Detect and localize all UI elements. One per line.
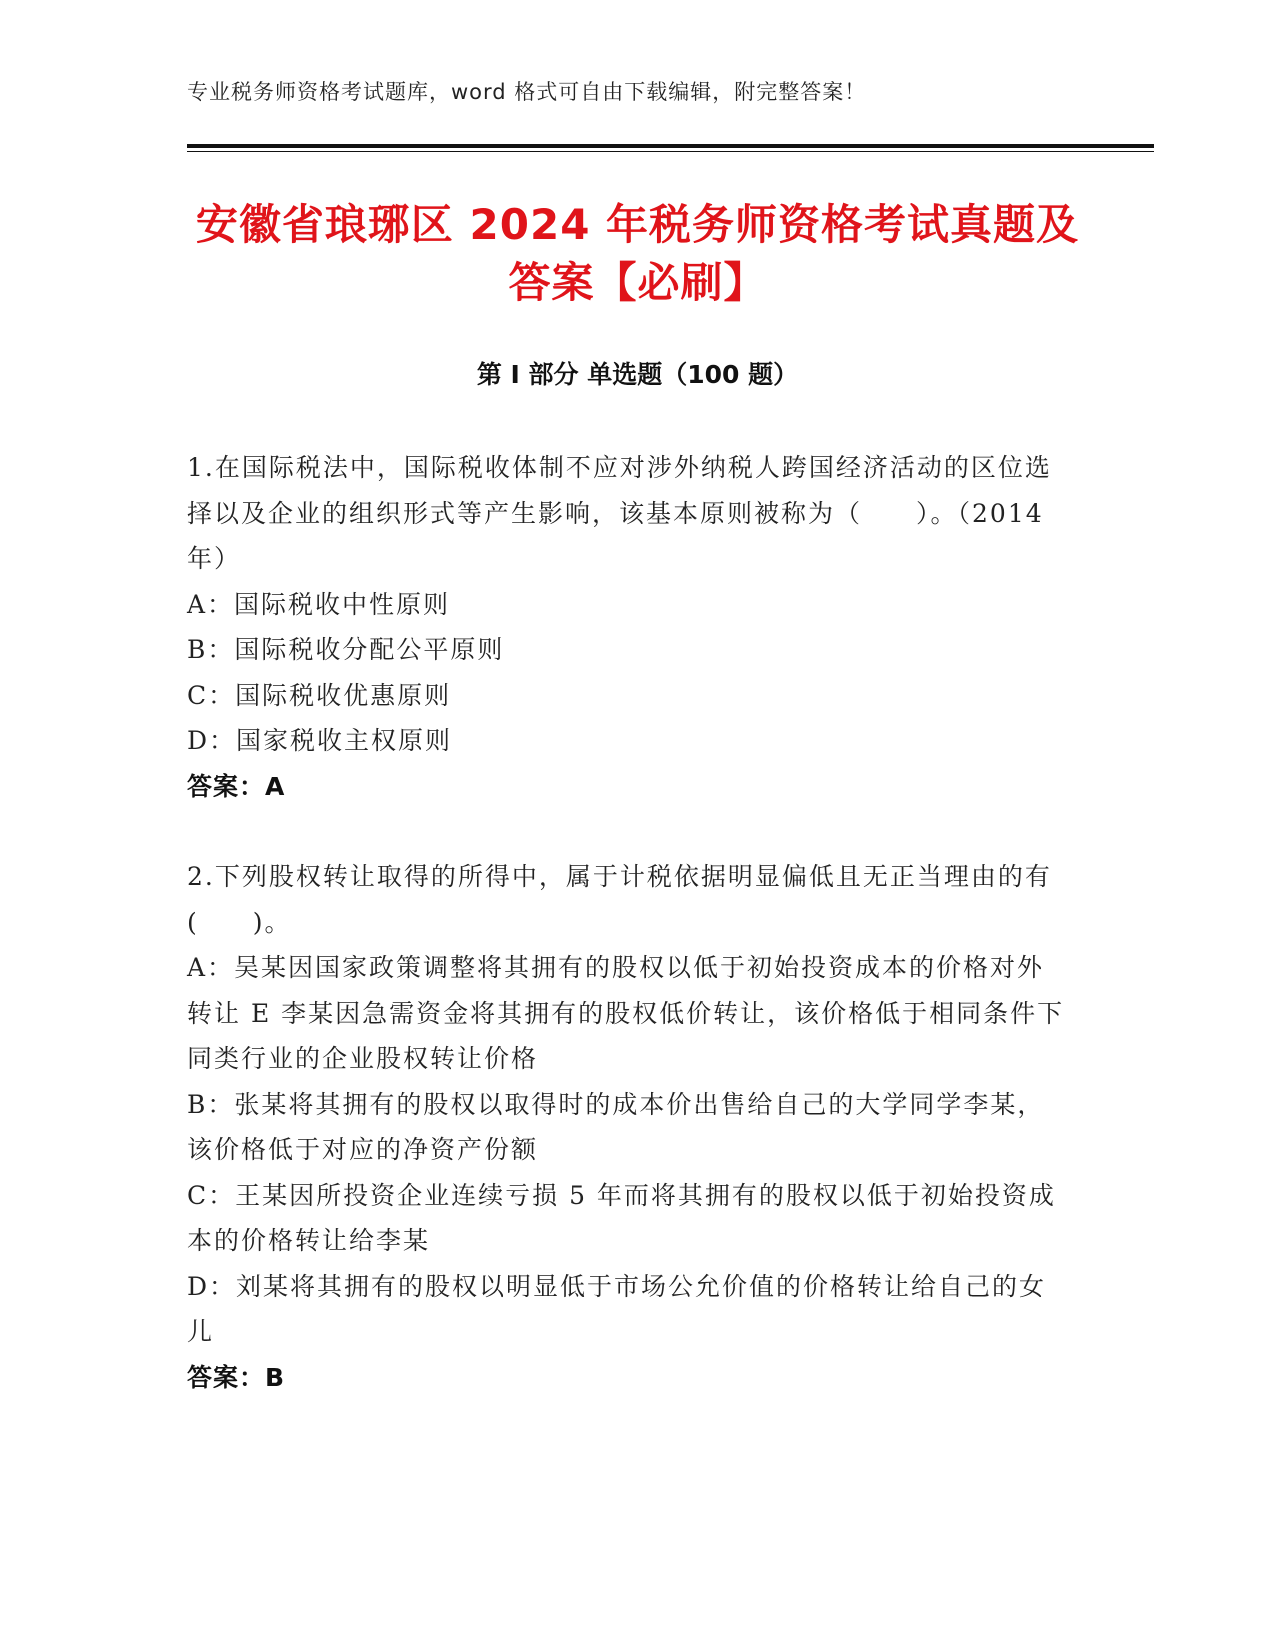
question-stem: 2.下列股权转让取得的所得中，属于计税依据明显偏低且无正当理由的有( )。 xyxy=(187,862,1052,937)
header-divider xyxy=(187,144,1154,148)
option-c: C：王某因所投资企业连续亏损 5 年而将其拥有的股权以低于初始投资成本的价格转让给李某 xyxy=(187,1180,1056,1255)
page-header: 专业税务师资格考试题库，word 格式可自由下载编辑，附完整答案！ xyxy=(187,80,867,104)
answer: 答案：B xyxy=(187,1362,286,1392)
option-a: A：国际税收中性原则 xyxy=(187,589,451,619)
document-title-line-2: 答案【必刷】 xyxy=(508,258,767,307)
question-spacer xyxy=(187,809,1067,854)
document-title xyxy=(160,196,1115,312)
option-a: A：吴某因国家政策调整将其拥有的股权以低于初始投资成本的价格对外转让 E 李某因急需资金将其拥有的股权低价转让，该价格低于相同条件下同类行业的企业股权转让价格 xyxy=(187,953,1065,1073)
option-d: D：刘某将其拥有的股权以明显低于市场公允价值的价格转让给自己的女儿 xyxy=(187,1271,1047,1346)
document-title-line-1: 安徽省琅琊区 2024 年税务师资格考试真题及 xyxy=(195,200,1080,249)
option-b: B：张某将其拥有的股权以取得时的成本价出售给自己的大学同学李某，该价格低于对应的净资产份额 xyxy=(187,1089,1045,1164)
option-c: C：国际税收优惠原则 xyxy=(187,680,452,710)
header-divider-thin xyxy=(187,151,1154,152)
question-list xyxy=(187,445,1067,1400)
option-b: B：国际税收分配公平原则 xyxy=(187,635,505,664)
question-1 xyxy=(187,445,1067,809)
answer: 答案：A xyxy=(187,771,286,801)
option-d: D：国家税收主权原则 xyxy=(187,726,453,755)
section-heading: 第 I 部分 单选题（100 题） xyxy=(476,360,799,389)
question-stem: 1.在国际税法中，国际税收体制不应对涉外纳税人跨国经济活动的区位选择以及企业的组织形式等产生影响，该基本原则被称为（ ）。（2014 年） xyxy=(187,453,1052,573)
question-2 xyxy=(187,854,1067,1400)
